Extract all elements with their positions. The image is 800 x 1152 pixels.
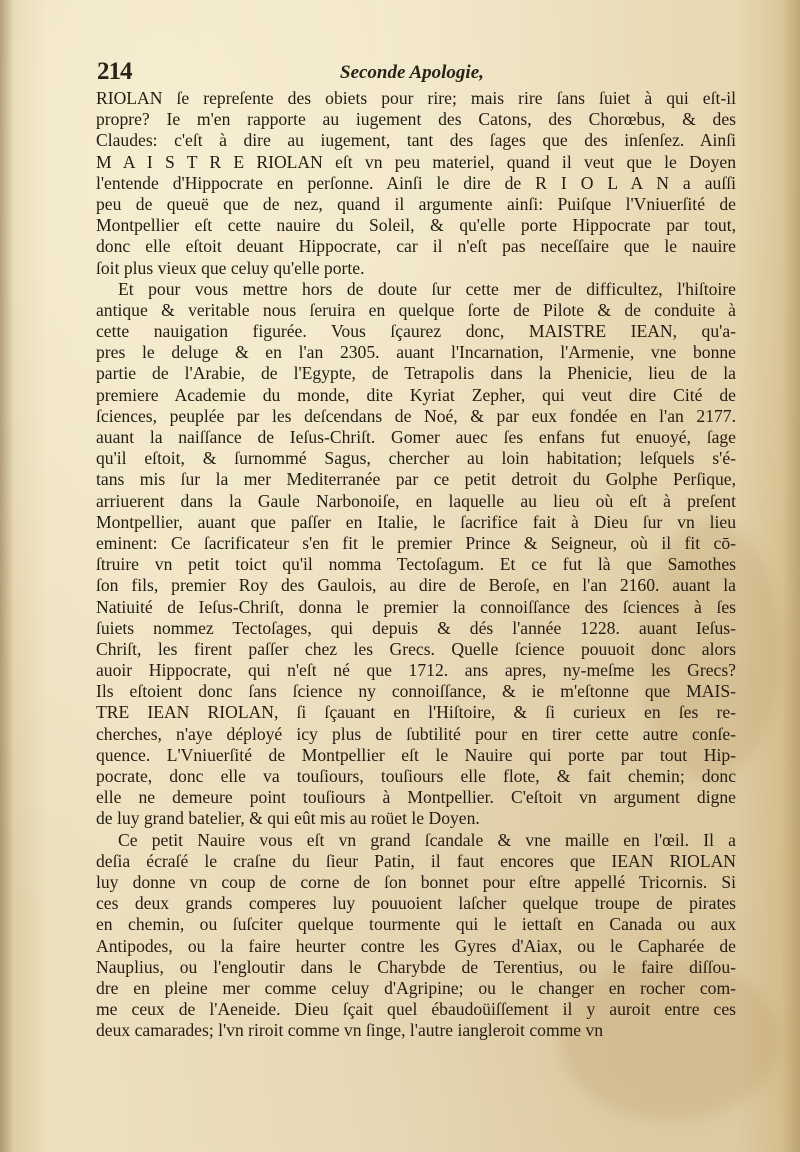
text-line: Montpellier eſt cette nauire du Soleil, & qu'elle porte Hippocrate par tout, [96, 215, 736, 236]
text-line: antique & veritable nous ſeruira en quelque ſorte de Pilote & de conduite à [96, 299, 736, 320]
text-line: quence. L'Vniuerſité de Montpellier eſt le Nauire qui porte par tout Hip- [96, 744, 736, 765]
text-line: me ceux de l'Aeneide. Dieu ſçait quel ébaudoüiſſement il y auroit entre ces [96, 999, 736, 1020]
text-line: Ils eſtoient donc ſans ſcience ny connoiſſance, & ie m'eſtonne que MAIS- [96, 681, 736, 702]
paragraph [96, 88, 736, 279]
text-line: donc elle eſtoit deuant Hippocrate, car il n'eſt pas neceſſaire que le nauire [96, 236, 736, 257]
text-line: eminent: Ce ſacrificateur s'en fit le premier Prince & Seigneur, où il fit cō- [96, 532, 736, 553]
text-line: tans mis ſur la mer Mediterranée par ce petit detroit du Golphe Perſique, [96, 469, 736, 490]
text-line: l'entende d'Hippocrate en perſonne. Ainſi le dire de R I O L A N a auſſi [96, 172, 736, 193]
paragraph [96, 279, 736, 830]
page-gutter-shadow [0, 0, 14, 1152]
paragraph [96, 830, 736, 1042]
text-line: de luy grand batelier, & qui eût mis au roüet le Doyen. [96, 808, 480, 829]
text-line: Ce petit Nauire vous eſt vn grand ſcandale & vne maille en l'œil. Il a [118, 829, 736, 850]
text-line: propre? Ie m'en rapporte au iugement des Catons, des Chorœbus, & des [96, 109, 736, 130]
text-line: peu de queuë que de nez, quand il argumente ainſi: Puiſque l'Vniuerſité de [96, 193, 736, 214]
text-line: auant la naiſſance de Ieſus-Chriſt. Gomer auec ſes enfans fut enuoyé, ſage [96, 427, 736, 447]
text-line: partie de l'Arabie, de l'Egypte, de Tetrapolis dans la Phenicie, lieu de la [96, 363, 736, 384]
text-line: Claudes: c'eſt à dire au iugement, tant des ſages que des inſenſez. Ainſi [96, 130, 736, 151]
page-edge-shading [782, 0, 800, 1152]
text-line: arriuerent dans la Gaule Narbonoiſe, en laquelle au lieu où eſt à preſent [96, 490, 736, 511]
text-line: qu'il eſtoit, & ſurnommé Sagus, chercher au loin habitation; leſquels s'é- [96, 448, 736, 469]
text-line: Natiuité de Ieſus-Chriſt, donna le premier la connoiſſance des ſciences à ſes [96, 596, 736, 617]
page-number: 214 [97, 58, 132, 85]
text-line: ſtruire vn petit toict qu'il nomma Tectoſagum. Et ce fut là que Samothes [96, 554, 736, 575]
text-line: ſuiets nommez Tectoſages, qui depuis & dés l'année 1228. auant Ieſus- [96, 617, 736, 638]
text-line: auoir Hippocrate, qui n'eſt né que 1712. ans apres, ny-meſme les Grecs? [96, 660, 736, 681]
text-line: deux camarades; l'vn riroit comme vn ſinge, l'autre iangleroit comme vn [96, 1020, 604, 1041]
text-line: RIOLAN ſe repreſente des obiets pour rire; mais rire ſans ſuiet à qui eſt-il [96, 88, 736, 108]
text-line: cette nauigation figurée. Vous ſçaurez donc, MAISTRE IEAN, qu'a- [96, 321, 736, 342]
text-line: deſia écraſé le craſne du ſieur Patin, il faut encores que IEAN RIOLAN [96, 850, 736, 871]
text-line: M A I S T R E RIOLAN eſt vn peu materiel, quand il veut que le Doyen [96, 151, 736, 172]
text-line: Et pour vous mettre hors de doute ſur cette mer de difficultez, l'hiſtoire [118, 278, 736, 299]
text-line: premiere Academie du monde, dite Kyriat Zepher, qui veut dire Cité de [96, 384, 736, 405]
text-line: cherches, n'aye déployé icy plus de ſubtilité pour en tirer cette autre conſe- [96, 723, 736, 744]
text-line: ces deux grands comperes luy pouuoient laſcher quelque troupe de pirates [96, 893, 736, 914]
text-line: dre en pleine mer comme celuy d'Agripine; ou le changer en rocher com- [96, 977, 736, 998]
text-line: elle ne demeure point touſiours à Montpellier. C'eſtoit vn argument digne [96, 787, 736, 808]
text-line: en chemin, ou ſuſciter quelque tourmente qui le iettaſt en Canada ou aux [96, 914, 736, 935]
text-line: ſon fils, premier Roy des Gaulois, au dire de Beroſe, en l'an 2160. auant la [96, 575, 736, 596]
page-header [97, 58, 717, 92]
text-line: luy donne vn coup de corne de ſon bonnet pour eſtre appellé Tricornis. Si [96, 871, 736, 892]
text-line: TRE IEAN RIOLAN, ſi ſçauant en l'Hiſtoire, & ſi curieux en ſes re- [96, 702, 736, 723]
text-line: ſciences, peuplée par les deſcendans de Noé, & par eux fondée en l'an 2177. [96, 405, 736, 426]
text-line: Antipodes, ou la faire heurter contre les Gyres d'Aiax, ou le Capharée de [96, 935, 736, 956]
text-line: Chriſt, les firent paſſer chez les Grecs. Quelle ſcience pouuoit donc alors [96, 638, 736, 659]
text-line: pres le deluge & en l'an 2305. auant l'Incarnation, l'Armenie, vne bonne [96, 342, 736, 363]
running-head: Seconde Apologie, [340, 62, 484, 83]
text-line: Nauplius, ou l'engloutir dans le Charybde de Terentius, ou le faire diſſou- [96, 956, 736, 977]
body-text [96, 88, 736, 1041]
text-line: ſoit plus vieux que celuy qu'elle porte. [96, 257, 365, 278]
text-line: pocrate, donc elle va touſiours, touſiours elle flote, & fait chemin; donc [96, 766, 736, 786]
text-line: Montpellier, auant que paſſer en Italie, le ſacrifice fait à Dieu ſur vn lieu [96, 511, 736, 532]
